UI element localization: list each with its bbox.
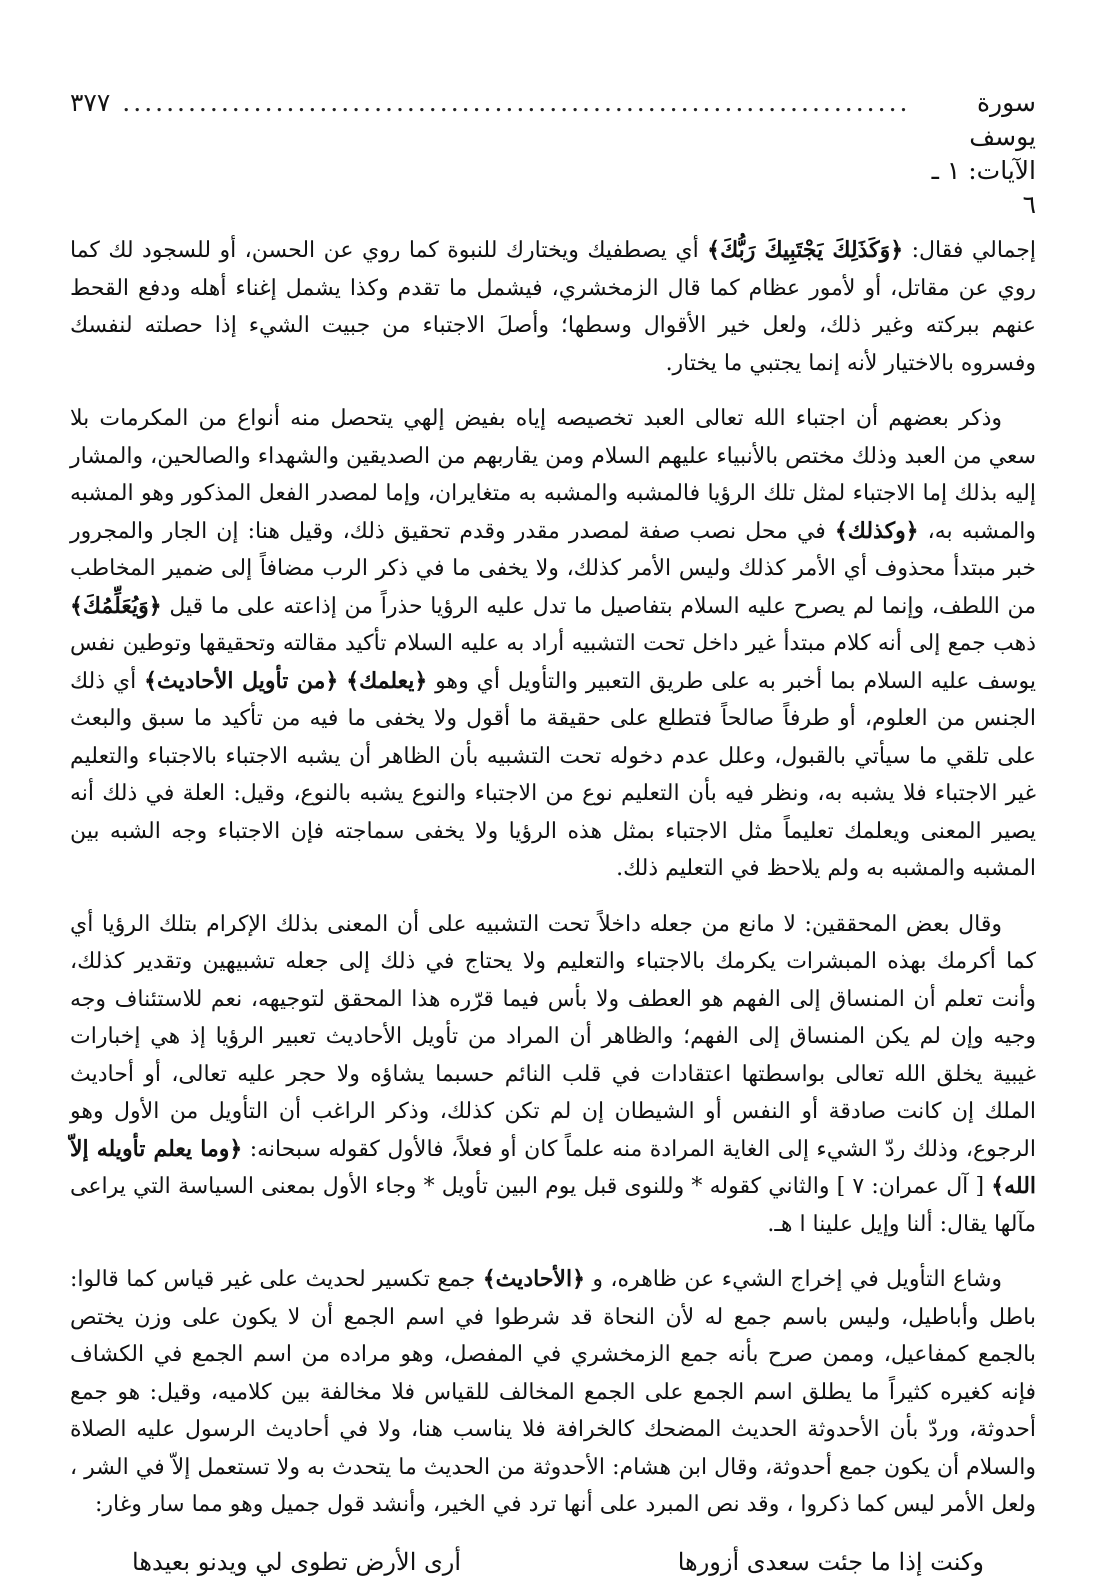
leader-dots: ........................................................................: [122, 88, 911, 117]
paragraph: [70, 906, 1036, 1244]
page-header: [70, 86, 1036, 222]
quran-quote: ﴿الأحاديث﴾: [482, 1266, 585, 1292]
text-segment: إجمالي فقال:: [903, 238, 1037, 263]
text-segment: ذهب جمع إلى أنه كلام مبتدأ غير داخل تحت التشبيه أراد به عليه السلام تأكيد مقالته وتحقيقها وتوطين نفس يوسف عليه السلام بما أخبر به على طريق التعبير والتأويل أي وهو: [70, 631, 1037, 694]
text-segment: وذكر بعضهم أن اجتباء الله تعالى العبد تخصيصه إياه بفيض إلهي يتحصل منه أنواع من المكرمات بلا سعي من العبد وذلك مختص بالأنبياء عليهم السلام ومن يقاربهم من الصديقين والشهداء والصالحين، والمشار إليه بذلك إما الاجتباء لمثل تلك الرؤيا فالمشبه والمشبه به متغايران، وإما لمصدر الفعل المذكور وهو المشبه والمشبه به،: [70, 406, 1036, 544]
poem-hemistich-second: أرى الأرض تطوى لي ويدنو بعيدها: [132, 1547, 462, 1576]
poem-hemistich-first: وكنت إذا ما جئت سعدى أزورها: [677, 1547, 984, 1576]
paragraph: [70, 400, 1036, 888]
quran-quote: ﴿يعلمك﴾: [346, 667, 428, 694]
running-title: سورة يوسف الآيات: ١ ـ ٦: [931, 88, 1036, 219]
paragraph: [70, 232, 1036, 382]
text-segment: وشاع التأويل في إخراج الشيء عن ظاهره، و: [584, 1267, 1002, 1292]
text-segment: جمع تكسير لحديث على غير قياس كما قالوا: باطل وأباطيل، وليس باسم جمع له لأن النحاة قد شرطوا في اسم الجمع أن لا يكون على وزن يختص بالجمع كمفاعيل، وممن صرح بأنه جمع الزمخشري في المفصل، وهو مراده من اسم الجمع في الكشاف فإنه كغيره كثيراً ما يطلق اسم الجمع على الجمع المخالف للقياس فلا مخالفة بين كلاميه، وقيل: هو جمع أحدوثة، وردّ بأن الأحدوثة الحديث المضحك كالخرافة فلا يناسب هنا، ولا في أحاديث الرسول عليه الصلاة والسلام أن يكون جمع أحدوثة، وقال ابن هشام: الأحدوثة من الحديث ما يتحدث به ولا تستعمل إلاّ في الشر ، ولعل الأمر ليس كما ذكروا ، وقد نص المبرد على أنها ترد في الخير، وأنشد قول جميل وهو مما سار وغار:: [70, 1267, 1036, 1517]
quran-quote: ﴿من تأويل الأحاديث﴾: [144, 667, 339, 694]
paragraph: [70, 1261, 1036, 1524]
poem-verse: [70, 1542, 1036, 1582]
text-segment: أي ذلك الجنس من العلوم، أو طرفاً صالحاً فتطلع على حقيقة ما أقول ولا يخفى ما فيه من تأكيد ما سبق والبعث على تلقي ما سيأتي بالقبول، وعلل عدم دخوله تحت التشبيه بأن الظاهر أن يشبه الاجتباء بالاجتباء والتعليم غير الاجتباء فلا يشبه به، ونظر فيه بأن التعليم نوع من الاجتباء والنوع يشبه بالنوع، وقيل: العلة في ذلك أنه يصير المعنى ويعلمك تعليماً مثل الاجتباء بمثل هذه الرؤيا ولا يخفى سماجته فإن الاجتباء وجه الشبه بين المشبه والمشبه به ولم يلاحظ في التعليم ذلك.: [70, 668, 1036, 881]
quran-quote: ﴿وَكَذَلِكَ يَجْتَبِيكَ رَبُّكَ﴾: [707, 237, 904, 263]
quran-quote: ﴿وما يعلم تأويله إلاّ الله﴾: [70, 1135, 1037, 1199]
text-segment: [338, 669, 346, 694]
quran-quote: ﴿وَيُعَلِّمُكَ﴾: [70, 592, 162, 619]
text-segment: [ آل عمران: ٧ ] والثاني كقوله * وللنوى قبل يوم البين تأويل * وجاء الأول بمعنى السياسة التي يراعى مآلها يقال: ألنا وإيل علينا ا هـ.: [70, 1174, 1036, 1237]
text-segment: وقال بعض المحققين: لا مانع من جعله داخلاً تحت التشبيه على أن المعنى بذلك الإكرام بتلك الرؤيا أي كما أكرمك بهذه المبشرات يكرمك بالاجتباء والتعليم ولا يحتاج في ذلك إلى جعله تشبيهين وتقدير كذلك، وأنت تعلم أن المنساق إلى الفهم هو العطف ولا بأس فيما قرّره هذا المحقق لتوجيهه، نعم للاستئناف وجه وجيه وإن لم يكن المنساق إلى الفهم؛ والظاهر أن المراد من تأويل الأحاديث تعبير الرؤيا إذ هي إخبارات غيبية يخلق الله تعالى بواسطتها اعتقادات في قلب النائم حسبما يشاؤه ولا حجر عليه تعالى، أو أحاديث الملك إن كانت صادقة أو النفس أو الشيطان إن لم تكن كذلك، وذكر الراغب أن التأويل من الأول وهو الرجوع، وذلك ردّ الشيء إلى الغاية المرادة منه علماً كان أو فعلاً، فالأول كقوله سبحانه:: [70, 911, 1037, 1162]
text-segment: في محل نصب صفة لمصدر مقدر وقدم تحقيق ذلك، وقيل هنا: إن الجار والمجرور خبر مبتدأ محذوف أي الأمر كذلك وليس الأمر كذلك، ولا يخفى ما في ذكر الرب مضافاً إلى ضمير المخاطب من اللطف، وإنما لم يصرح عليه السلام بتفاصيل ما تدل عليه الرؤيا حذراً من إذاعته على ما قيل: [70, 518, 1036, 619]
page-number: ٣٧٧: [70, 88, 111, 117]
body-text: [70, 232, 1036, 1524]
quran-quote: ﴿وكذلك﴾: [834, 517, 919, 544]
text-segment: أي يصطفيك ويختارك للنبوة كما روي عن الحسن، أو للسجود لك كما روي عن مقاتل، أو لأمور عظام كما قال الزمخشري، فيشمل ما تقدم وكذا يشمل إغناء أهله ودفع القحط عنهم ببركته وغير ذلك، ولعل خير الأقوال وسطها؛ وأصلَ الاجتباء من جبيت الشيء إذا حصلته لنفسك وفسروه بالاختيار لأنه إنما يجتبي ما يختار.: [70, 238, 1036, 376]
